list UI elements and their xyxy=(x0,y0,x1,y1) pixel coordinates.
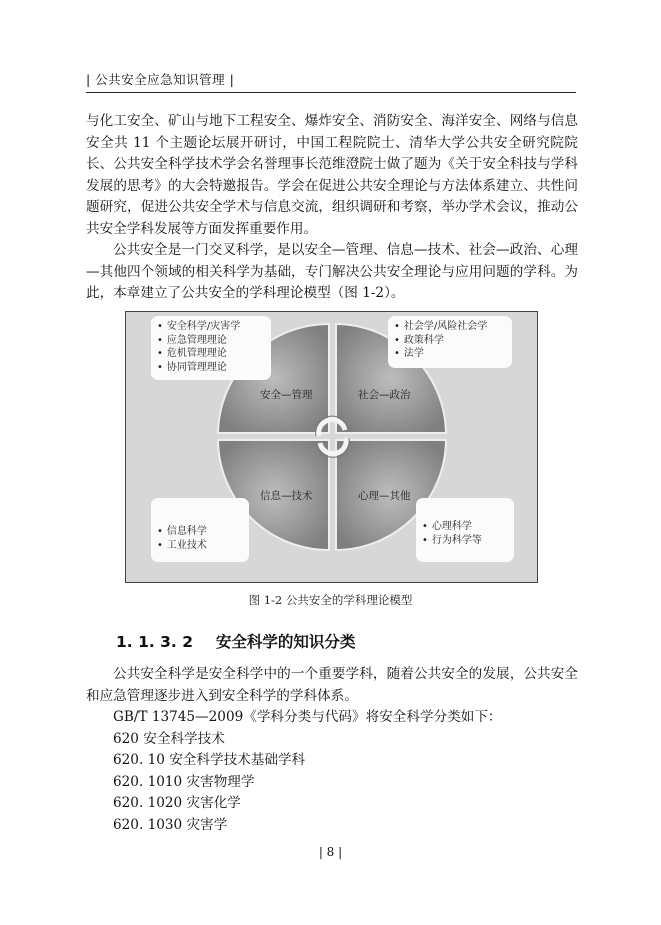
legend-item: • 法学 xyxy=(394,347,506,361)
classification-item: 620. 1030 灾害学 xyxy=(113,816,228,833)
discipline-model-figure xyxy=(125,311,538,583)
legend-item: • 工业技术 xyxy=(157,539,243,553)
quadrant-label-top-left: 安全—管理 xyxy=(260,389,313,401)
header-rule xyxy=(86,92,576,93)
body-paragraphs xyxy=(86,111,578,305)
legend-item: • 心理科学 xyxy=(422,520,508,534)
cycle-arrows-icon xyxy=(319,420,347,454)
legend-box-psychology-other xyxy=(416,498,514,562)
figure-caption: 图 1-2 公共安全的学科理论模型 xyxy=(248,593,413,607)
legend-item: • 危机管理理论 xyxy=(157,347,265,361)
legend-item: • 社会学/风险社会学 xyxy=(394,320,506,334)
legend-item: • 安全科学/灾害学 xyxy=(157,320,265,334)
paragraph-1: 与化工安全、矿山与地下工程安全、爆炸安全、消防安全、海洋安全、网络与信息安全共 11 个主题论坛展开研讨，中国工程院院士、清华大学公共安全研究院院长、公共安全科学技术学会名誉理事长范维澄院士做了题为《关于安全科技与学科发展的思考》的大会特邀报告。学会在促进公共安全理论与方法体系建立、共性问题研究，促进公共安全学术与信息交流，组织调研和考察，举办学术会议，推动公共安全学科发展等方面发挥重要作用。 xyxy=(86,113,578,237)
classification-item: 620. 1020 灾害化学 xyxy=(113,795,241,811)
quadrant-label-bottom-right: 心理—其他 xyxy=(358,490,411,502)
section-paragraph-1: 公共安全科学是安全科学中的一个重要学科，随着公共安全的发展，公共安全和应急管理逐步进入到安全科学的学科体系。 xyxy=(86,666,578,704)
legend-item: • 政策科学 xyxy=(394,334,506,348)
legend-item: • 协同管理理论 xyxy=(157,361,265,375)
paragraph-2: 公共安全是一门交叉科学，是以安全—管理、信息—技术、社会—政治、心理—其他四个领域的相关科学为基础，专门解决公共安全理论与应用问题的学科。为此，本章建立了公共安全的学科理论模型（图 1-2）。 xyxy=(86,242,578,301)
legend-box-society-politics xyxy=(388,316,512,368)
running-title: | 公共安全应急知识管理 | xyxy=(86,72,235,87)
quadrant-label-bottom-left: 信息—技术 xyxy=(260,490,313,502)
section-body xyxy=(86,664,578,836)
section-title: 安全科学的知识分类 xyxy=(215,633,356,651)
legend-box-safety-management xyxy=(151,316,271,380)
classification-item: 620. 10 安全科学技术基础学科 xyxy=(113,752,306,768)
classification-item: 620 安全科学技术 xyxy=(113,730,225,747)
legend-box-information-technology xyxy=(151,498,249,562)
section-heading xyxy=(116,630,355,652)
page-number: | 8 | xyxy=(318,845,343,859)
legend-item: • 信息科学 xyxy=(157,525,243,539)
legend-item: • 应急管理理论 xyxy=(157,334,265,348)
section-number: 1. 1. 3. 2 xyxy=(116,633,193,651)
classification-item: 620. 1010 灾害物理学 xyxy=(113,773,255,790)
legend-item: • 行为科学等 xyxy=(422,534,508,548)
section-paragraph-2: GB/T 13745—2009《学科分类与代码》将安全科学分类如下： xyxy=(113,709,502,725)
quadrant-label-top-right: 社会—政治 xyxy=(358,389,411,401)
